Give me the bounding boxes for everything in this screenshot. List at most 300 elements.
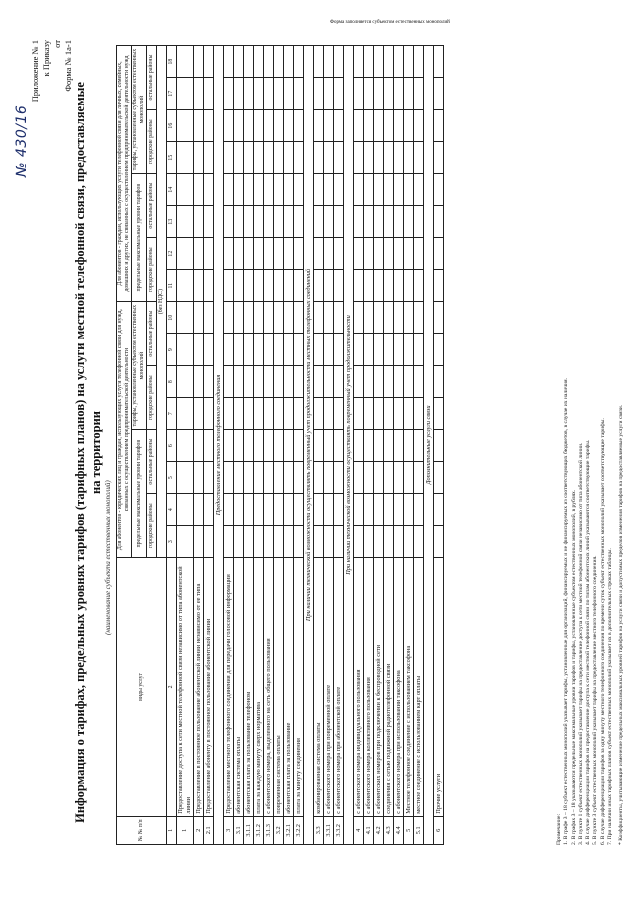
appendix-line-3: от bbox=[52, 40, 62, 48]
tariff-cell bbox=[324, 46, 334, 78]
table-row bbox=[294, 46, 304, 845]
tariff-cell bbox=[414, 270, 424, 302]
tariff-cell bbox=[354, 302, 364, 334]
tariff-cell bbox=[274, 110, 284, 142]
tariff-cell bbox=[234, 78, 244, 110]
tariff-cell bbox=[324, 270, 334, 302]
tariff-cell bbox=[334, 366, 344, 398]
tariff-cell bbox=[284, 78, 294, 110]
tariff-cell bbox=[234, 334, 244, 366]
tariff-cell bbox=[324, 238, 334, 270]
tariff-cell bbox=[254, 398, 264, 430]
tariff-cell bbox=[374, 462, 384, 494]
tariff-cell bbox=[414, 366, 424, 398]
notes-header: Примечание: bbox=[556, 813, 562, 845]
tariff-cell bbox=[354, 270, 364, 302]
header-urban-areas: городские районы bbox=[147, 110, 157, 174]
tariff-cell bbox=[194, 110, 204, 142]
section-label: Дополнительные услуги связи bbox=[424, 46, 434, 845]
title-subtitle: (наименование субъекта естественных монополий) bbox=[104, 480, 112, 635]
tariff-cell bbox=[294, 494, 304, 526]
form-number: Форма № 1а-1 bbox=[63, 40, 73, 92]
tariff-cell bbox=[384, 526, 394, 558]
title-line-1: Информация о тарифах, предельных уровнях тарифов (тарифных планов) на услуги местной телефонной связи, предоставляемые bbox=[73, 82, 87, 823]
row-number: 4 bbox=[354, 816, 364, 844]
tariff-cell bbox=[314, 398, 324, 430]
tariff-cell bbox=[384, 174, 394, 206]
column-number: 5 bbox=[167, 462, 177, 494]
table-row bbox=[434, 46, 444, 845]
tariff-cell bbox=[264, 302, 274, 334]
tariff-cell bbox=[394, 430, 404, 462]
service-name: Предоставление в постоянное пользование абонентской линии независимо от ее типа bbox=[194, 558, 204, 817]
tariff-cell bbox=[434, 398, 444, 430]
tariff-cell bbox=[394, 46, 404, 78]
tariff-cell bbox=[364, 270, 374, 302]
tariff-cell bbox=[334, 526, 344, 558]
tariff-cell bbox=[294, 78, 304, 110]
header-other-areas: остальные районы bbox=[147, 46, 157, 110]
tariff-cell bbox=[374, 366, 384, 398]
tariff-cell bbox=[394, 110, 404, 142]
note-line: 1. В графе 3 – 18 субъект естественных монополий указывает тарифы, установленные для организаций, финансируемых и не финансируемых из соответствующих бюджетов, в случае их наличия. bbox=[563, 377, 570, 845]
tariff-cell bbox=[244, 206, 254, 238]
tariff-cell bbox=[264, 174, 274, 206]
tariff-cell bbox=[294, 206, 304, 238]
tariff-cell bbox=[234, 366, 244, 398]
tariff-cell bbox=[284, 334, 294, 366]
document-title bbox=[72, 0, 104, 905]
tariff-cell bbox=[284, 206, 294, 238]
tariff-cell bbox=[177, 366, 194, 398]
row-number: 2.1 bbox=[204, 816, 214, 844]
tariff-cell bbox=[177, 238, 194, 270]
tariff-cell bbox=[177, 174, 194, 206]
tariff-cell bbox=[194, 334, 204, 366]
tariff-cell bbox=[324, 494, 334, 526]
tariff-cell bbox=[334, 430, 344, 462]
tariff-cell bbox=[177, 302, 194, 334]
tariff-cell bbox=[224, 526, 234, 558]
tariff-cell bbox=[254, 78, 264, 110]
tariff-cell bbox=[204, 334, 214, 366]
tariff-cell bbox=[274, 462, 284, 494]
tariff-cell bbox=[177, 334, 194, 366]
tariff-cell bbox=[204, 366, 214, 398]
tariff-cell bbox=[434, 366, 444, 398]
tariff-cell bbox=[244, 270, 254, 302]
tariff-cell bbox=[254, 270, 264, 302]
table-row bbox=[244, 46, 254, 845]
tariff-cell bbox=[324, 206, 334, 238]
tariff-cell bbox=[364, 46, 374, 78]
service-name: с абонентского номера при абонентской оплате bbox=[334, 558, 344, 817]
table-row bbox=[194, 46, 204, 845]
tariff-cell bbox=[374, 334, 384, 366]
tariff-cell bbox=[364, 430, 374, 462]
tariff-cell bbox=[204, 526, 214, 558]
header-col-no: № № п/п bbox=[117, 816, 167, 844]
tariff-cell bbox=[334, 142, 344, 174]
tariff-cell bbox=[334, 334, 344, 366]
tariff-cell bbox=[177, 494, 194, 526]
tariff-cell bbox=[254, 46, 264, 78]
tariff-cell bbox=[274, 302, 284, 334]
tariff-cell bbox=[394, 302, 404, 334]
tariff-cell bbox=[324, 462, 334, 494]
tariff-cell bbox=[414, 174, 424, 206]
tariff-cell bbox=[194, 462, 204, 494]
tariff-cell bbox=[384, 110, 394, 142]
tariff-cell bbox=[224, 206, 234, 238]
tariff-cell bbox=[394, 142, 404, 174]
tariff-cell bbox=[274, 174, 284, 206]
tariff-cell bbox=[224, 430, 234, 462]
tariff-cell bbox=[204, 270, 214, 302]
service-name: абонентская система оплаты bbox=[234, 558, 244, 817]
tariff-cell bbox=[194, 494, 204, 526]
tariff-cell bbox=[364, 526, 374, 558]
service-name: соединения с сетью подвижной радиотелефонной связи bbox=[384, 558, 394, 817]
tariff-cell bbox=[384, 78, 394, 110]
tariff-cell bbox=[284, 142, 294, 174]
tariff-cell bbox=[234, 430, 244, 462]
table-row bbox=[224, 46, 234, 845]
tariff-cell bbox=[434, 430, 444, 462]
tariff-cell bbox=[404, 46, 414, 78]
tariff-cell bbox=[264, 46, 274, 78]
header-set-tariffs-1: тарифы, установленные субъектом естественных монополий bbox=[132, 302, 147, 430]
column-number: 6 bbox=[167, 430, 177, 462]
tariff-cell bbox=[354, 430, 364, 462]
row-number: 3.1.2 bbox=[254, 816, 264, 844]
row-number: 4.1 bbox=[364, 816, 374, 844]
tariff-cell bbox=[414, 206, 424, 238]
tariff-cell bbox=[244, 142, 254, 174]
tariff-cell bbox=[434, 206, 444, 238]
note-line: 3. В пункте 1 субъект естественных монополий указывает тарифы на предоставление доступа к сети местной телефонной связи независимо от типа абонентской линии. bbox=[577, 442, 584, 845]
header-other-areas: остальные районы bbox=[147, 174, 157, 238]
tariff-cell bbox=[264, 494, 274, 526]
tariff-cell bbox=[314, 334, 324, 366]
row-number: 3.3 bbox=[314, 816, 324, 844]
section-row bbox=[424, 46, 434, 845]
side-note: Форма заполняется субъектом естественных монополий bbox=[330, 20, 450, 25]
column-number: 10 bbox=[167, 302, 177, 334]
tariff-cell bbox=[224, 494, 234, 526]
column-number: 16 bbox=[167, 110, 177, 142]
tariff-cell bbox=[274, 526, 284, 558]
tariff-cell bbox=[274, 334, 284, 366]
tariff-cell bbox=[414, 238, 424, 270]
tariff-cell bbox=[244, 110, 254, 142]
tariff-cell bbox=[224, 174, 234, 206]
tariff-cell bbox=[294, 398, 304, 430]
row-number: 3.3.2 bbox=[334, 816, 344, 844]
tariff-cell bbox=[414, 46, 424, 78]
header-other-areas: остальные районы bbox=[147, 430, 157, 494]
tariff-cell bbox=[324, 302, 334, 334]
tariff-cell bbox=[354, 462, 364, 494]
table-row bbox=[234, 46, 244, 845]
tariff-cell bbox=[264, 206, 274, 238]
tariff-cell bbox=[204, 142, 214, 174]
tariff-cell bbox=[234, 110, 244, 142]
tariff-cell bbox=[394, 366, 404, 398]
tariff-cell bbox=[254, 110, 264, 142]
row-number: 4.3 bbox=[384, 816, 394, 844]
tariff-cell bbox=[364, 398, 374, 430]
service-name: Предоставление местного телефонного соединения для передачи голосовой информации bbox=[224, 558, 234, 817]
service-name: с абонентского номера коллективного пользования bbox=[364, 558, 374, 817]
tariff-cell bbox=[244, 174, 254, 206]
tariff-cell bbox=[284, 366, 294, 398]
tariff-cell bbox=[284, 174, 294, 206]
tariff-cell bbox=[254, 302, 264, 334]
tariff-cell bbox=[244, 334, 254, 366]
tariff-cell bbox=[324, 334, 334, 366]
tariff-cell bbox=[177, 398, 194, 430]
service-name: с абонентского номера, выделенного на сеть общего пользования bbox=[264, 558, 274, 817]
tariff-cell bbox=[364, 206, 374, 238]
row-number: 5.1 bbox=[414, 816, 424, 844]
tariff-cell bbox=[177, 430, 194, 462]
tariff-cell bbox=[384, 430, 394, 462]
section-row bbox=[344, 46, 354, 845]
tariff-cell bbox=[244, 46, 254, 78]
tariff-cell bbox=[234, 302, 244, 334]
tariff-cell bbox=[354, 78, 364, 110]
tariff-cell bbox=[254, 494, 264, 526]
tariff-cell bbox=[364, 334, 374, 366]
tariff-cell bbox=[434, 142, 444, 174]
tariff-cell bbox=[374, 238, 384, 270]
tariff-cell bbox=[354, 398, 364, 430]
tariff-cell bbox=[284, 302, 294, 334]
tariff-cell bbox=[404, 462, 414, 494]
tariff-cell bbox=[404, 110, 414, 142]
tariff-cell bbox=[404, 78, 414, 110]
tariff-cell bbox=[324, 430, 334, 462]
tariff-cell bbox=[264, 334, 274, 366]
tariff-cell bbox=[244, 78, 254, 110]
note-line: 2. В графах 3 – 18 указываются предельные максимальные уровни тарифов и тарифы, установленные субъектом естественных монополий, в рублях. bbox=[570, 489, 577, 845]
tariff-cell bbox=[384, 142, 394, 174]
tariff-cell bbox=[354, 494, 364, 526]
tariff-cell bbox=[234, 494, 244, 526]
column-number: 1 bbox=[167, 816, 177, 844]
row-number: 4.2 bbox=[374, 816, 384, 844]
tariff-cell bbox=[177, 462, 194, 494]
tariff-cell bbox=[204, 46, 214, 78]
tariff-cell bbox=[254, 174, 264, 206]
section-label: При наличии технической возможности осуществлять повременный учет продолжительности местных телефонных соединений bbox=[304, 46, 314, 845]
section-row bbox=[304, 46, 314, 845]
tariff-cell bbox=[354, 110, 364, 142]
table-row bbox=[414, 46, 424, 845]
tariff-cell bbox=[324, 78, 334, 110]
tariff-cell bbox=[434, 462, 444, 494]
section-row bbox=[214, 46, 224, 845]
column-number: 3 bbox=[167, 526, 177, 558]
tariff-cell bbox=[374, 302, 384, 334]
tariff-cell bbox=[284, 110, 294, 142]
tariff-cell bbox=[414, 110, 424, 142]
tariff-cell bbox=[284, 462, 294, 494]
row-number: 3.2 bbox=[274, 816, 284, 844]
tariff-cell bbox=[384, 238, 394, 270]
column-number: 9 bbox=[167, 334, 177, 366]
tariff-cell bbox=[314, 302, 324, 334]
tariff-cell bbox=[194, 174, 204, 206]
tariff-cell bbox=[334, 462, 344, 494]
tariff-cell bbox=[204, 174, 214, 206]
tariff-cell bbox=[244, 238, 254, 270]
tariff-cell bbox=[394, 494, 404, 526]
tariff-cell bbox=[374, 526, 384, 558]
tariff-cell bbox=[384, 398, 394, 430]
tariff-cell bbox=[354, 366, 364, 398]
tariff-cell bbox=[194, 46, 204, 78]
tariff-cell bbox=[204, 78, 214, 110]
tariff-cell bbox=[314, 526, 324, 558]
tariff-cell bbox=[234, 46, 244, 78]
row-number: 3.1.1 bbox=[244, 816, 254, 844]
tariff-cell bbox=[294, 46, 304, 78]
tariff-cell bbox=[394, 462, 404, 494]
tariff-cell bbox=[394, 174, 404, 206]
column-number: 12 bbox=[167, 238, 177, 270]
tariff-cell bbox=[354, 334, 364, 366]
tariff-cell bbox=[274, 366, 284, 398]
tariff-cell bbox=[364, 142, 374, 174]
tariff-cell bbox=[394, 238, 404, 270]
tariff-cell bbox=[384, 270, 394, 302]
tariff-cell bbox=[314, 366, 324, 398]
table-row bbox=[324, 46, 334, 845]
tariff-cell bbox=[194, 142, 204, 174]
tariff-cell bbox=[394, 526, 404, 558]
tariff-cell bbox=[177, 526, 194, 558]
tariff-cell bbox=[234, 270, 244, 302]
tariff-cell bbox=[177, 206, 194, 238]
tariff-cell bbox=[394, 206, 404, 238]
tariff-cell bbox=[434, 334, 444, 366]
service-name: с абонентского номера при использовании таксофона bbox=[394, 558, 404, 817]
tariff-cell bbox=[234, 462, 244, 494]
tariff-cell bbox=[264, 142, 274, 174]
column-number: 13 bbox=[167, 206, 177, 238]
tariff-cell bbox=[414, 430, 424, 462]
tariff-cell bbox=[374, 494, 384, 526]
tariff-cell bbox=[244, 302, 254, 334]
tariff-cell bbox=[404, 302, 414, 334]
tariff-cell bbox=[324, 142, 334, 174]
tariff-cell bbox=[374, 270, 384, 302]
table-row bbox=[177, 46, 194, 845]
tariff-cell bbox=[274, 494, 284, 526]
tariff-cell bbox=[384, 206, 394, 238]
tariff-cell bbox=[194, 526, 204, 558]
tariff-cell bbox=[234, 206, 244, 238]
service-name: Предоставление абоненту в постоянное пользование абонентской линии bbox=[204, 558, 214, 817]
tariff-cell bbox=[204, 430, 214, 462]
tariff-cell bbox=[354, 526, 364, 558]
tariff-cell bbox=[334, 206, 344, 238]
tariff-cell bbox=[284, 430, 294, 462]
tariff-cell bbox=[414, 494, 424, 526]
tariff-cell bbox=[194, 270, 204, 302]
tariff-cell bbox=[177, 110, 194, 142]
column-number: 8 bbox=[167, 366, 177, 398]
tariff-cell bbox=[294, 238, 304, 270]
table-row bbox=[254, 46, 264, 845]
tariff-cell bbox=[194, 430, 204, 462]
tariff-cell bbox=[204, 302, 214, 334]
table-row bbox=[384, 46, 394, 845]
note-line: 6. В случае дифференциации тарифов за одну минуту местного телефонного соединения по времени суток субъект естественных монополий указывает соответствующие тарифы. bbox=[599, 418, 606, 845]
tariff-cell bbox=[404, 270, 414, 302]
tariff-cell bbox=[384, 366, 394, 398]
column-number: 14 bbox=[167, 174, 177, 206]
tariff-cell bbox=[224, 270, 234, 302]
service-name: с абонентских номеров при подключении к беспроводной сети bbox=[374, 558, 384, 817]
tariff-cell bbox=[334, 238, 344, 270]
tariff-cell bbox=[274, 46, 284, 78]
tariff-cell bbox=[374, 430, 384, 462]
tariff-table bbox=[116, 45, 444, 845]
tariff-cell bbox=[264, 398, 274, 430]
tariff-cell bbox=[394, 334, 404, 366]
tariff-cell bbox=[314, 206, 324, 238]
tariff-cell bbox=[244, 494, 254, 526]
tariff-cell bbox=[284, 526, 294, 558]
tariff-cell bbox=[244, 526, 254, 558]
tariff-cell bbox=[354, 174, 364, 206]
tariff-cell bbox=[374, 206, 384, 238]
tariff-cell bbox=[194, 398, 204, 430]
row-number: 3.2.1 bbox=[284, 816, 294, 844]
tariff-cell bbox=[224, 462, 234, 494]
tariff-cell bbox=[314, 494, 324, 526]
tariff-cell bbox=[274, 206, 284, 238]
tariff-cell bbox=[324, 110, 334, 142]
tariff-cell bbox=[254, 206, 264, 238]
tariff-cell bbox=[294, 334, 304, 366]
tariff-cell bbox=[374, 46, 384, 78]
tariff-cell bbox=[204, 462, 214, 494]
column-number: 15 bbox=[167, 142, 177, 174]
note-line: 7. При наличии иных тарифных планов субъект естественных монополий указывает их в дополнительных строках таблицы. bbox=[607, 548, 614, 845]
tariff-cell bbox=[384, 462, 394, 494]
service-name: плата за минуту соединения bbox=[294, 558, 304, 817]
tariff-cell bbox=[234, 174, 244, 206]
tariff-cell bbox=[334, 270, 344, 302]
tariff-cell bbox=[264, 78, 274, 110]
column-number: 11 bbox=[167, 270, 177, 302]
tariff-cell bbox=[434, 174, 444, 206]
tariff-cell bbox=[434, 302, 444, 334]
tariff-cell bbox=[334, 78, 344, 110]
tariff-cell bbox=[334, 302, 344, 334]
tariff-cell bbox=[434, 238, 444, 270]
header-max-levels-2: предельные максимальные уровни тарифов bbox=[132, 174, 147, 302]
tariff-cell bbox=[314, 430, 324, 462]
tariff-cell bbox=[274, 142, 284, 174]
tariff-cell bbox=[314, 78, 324, 110]
row-number: 2 bbox=[194, 816, 204, 844]
tariff-cell bbox=[234, 238, 244, 270]
